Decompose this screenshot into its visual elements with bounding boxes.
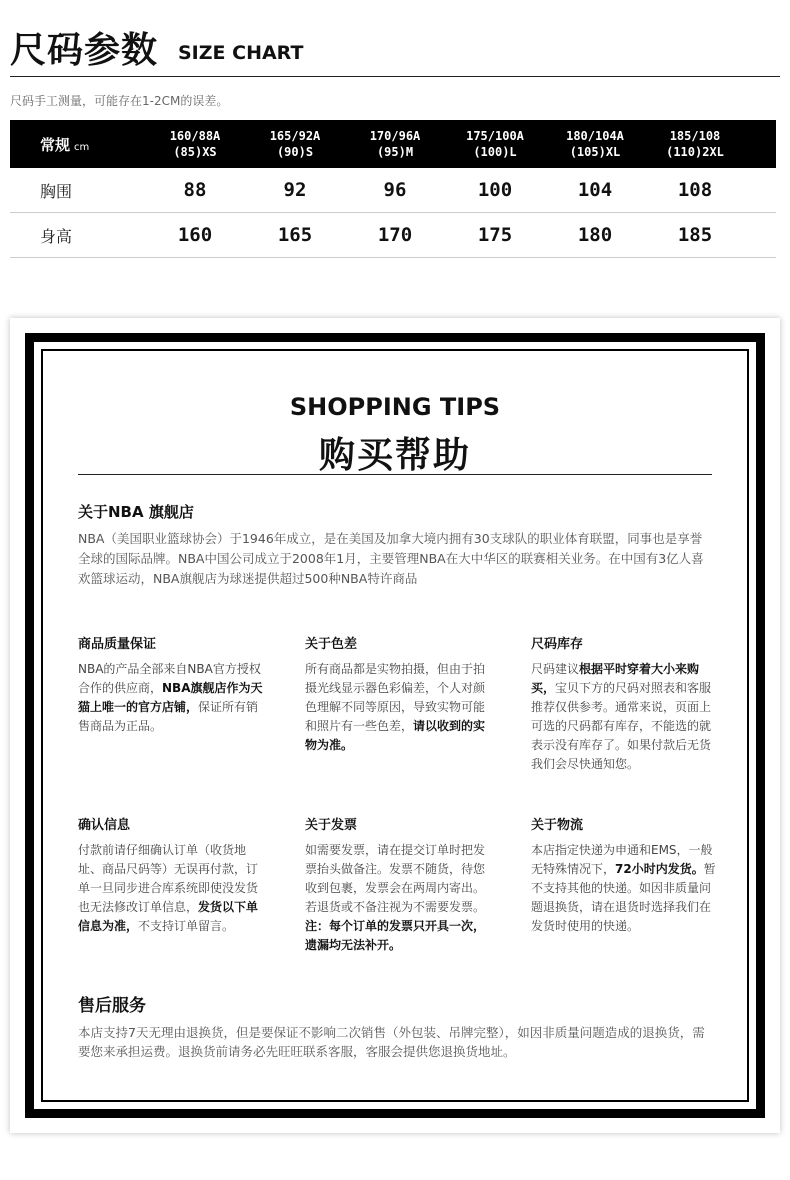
table-cell: 88 [183, 179, 207, 201]
stock-text-c: 宝贝下方的尺码对照表和客服推荐仅供参考。通常来说，页面上可选的尺码都有库存，不能选的就表示没有库存了。如果付款后无货我们会尽快通知您。 [531, 681, 712, 771]
quality-title: 商品质量保证 [78, 637, 157, 652]
size-letter: (110)2XL [666, 145, 724, 159]
color-text-bold: 请以收到的实物为准。 [305, 719, 486, 752]
size-column-header [445, 128, 545, 160]
logistics-title: 关于物流 [531, 818, 584, 833]
table-row [10, 168, 776, 213]
logistics-text [531, 841, 721, 936]
stock-text-bold: 根据平时穿着大小来购买， [531, 662, 700, 695]
size-table-header [10, 120, 776, 168]
size-code: 175/100A [466, 129, 524, 143]
size-chart-header [10, 22, 780, 77]
color-section [305, 633, 495, 755]
invoice-text [305, 841, 495, 955]
table-cell: 180 [577, 224, 613, 246]
size-letter: (100)L [473, 145, 517, 159]
quality-text-a: NBA的产品全部来自NBA官方授权合作的供应商， [78, 662, 261, 695]
table-cell: 175 [477, 224, 513, 246]
size-column-header [645, 128, 745, 160]
invoice-section [305, 814, 495, 955]
quality-section [78, 633, 268, 736]
logistics-text-bold: 72小时内发货。 [615, 862, 704, 876]
table-cell: 96 [383, 179, 407, 201]
confirm-section [78, 814, 268, 936]
size-chart-title: 尺码参数 [10, 30, 159, 71]
about-store-text: NBA（美国职业篮球协会）于1946年成立，是在美国及加拿大境内拥有30支球队的职业体育联盟，同事也是享誉全球的国际品牌。NBA中国公司成立于2008年1月，主要管理NBA在大中华区的联赛相关业务。在中国有3亿人喜欢篮球运动，NBA旗舰店为球迷提供超过500种NBA特许商品 [78, 531, 704, 586]
after-sales-title: 售后服务 [78, 996, 146, 1016]
color-title: 关于色差 [305, 637, 358, 652]
tips-divider [78, 474, 712, 475]
confirm-title: 确认信息 [78, 818, 131, 833]
invoice-text-a: 如需要发票，请在提交订单时把发票抬头做备注。发票不随货，待您收到包裹，发票会在两周内寄出。若退货或不备注视为不需要发票。 [305, 843, 486, 914]
logistics-section [531, 814, 721, 936]
stock-text [531, 660, 721, 774]
size-table [10, 120, 776, 258]
size-chart-note: 尺码手工测量，可能存在1-2CM的误差。 [10, 94, 229, 108]
header-label-text: 常规 [40, 135, 71, 154]
invoice-text-bold: 注：每个订单的发票只开具一次，遗漏均无法补开。 [305, 919, 486, 952]
size-code: 185/108 [669, 129, 721, 143]
stock-title: 尺码库存 [531, 637, 584, 652]
table-cell: 92 [283, 179, 307, 201]
size-column-header [545, 128, 645, 160]
size-code: 165/92A [269, 129, 321, 143]
about-store-title: 关于NBA 旗舰店 [78, 503, 194, 521]
row-label: 身高 [40, 226, 73, 246]
shopping-tips-card [10, 318, 780, 1133]
size-code: 180/104A [566, 129, 624, 143]
color-text [305, 660, 495, 755]
size-column-header [245, 128, 345, 160]
table-cell: 165 [277, 224, 313, 246]
table-cell: 170 [377, 224, 413, 246]
header-unit: cm [74, 141, 90, 153]
table-row [10, 213, 776, 258]
logistics-text-c: 暂不支持其他的快递。如因非质量问题退换货，请在退货时选择我们在发货时使用的快递。 [531, 862, 716, 933]
confirm-text-a: 付款前请仔细确认订单（收货地址、商品尺码等）无误再付款，订单一旦同步进合库系统即使没发货也无法修改订单信息， [78, 843, 259, 914]
table-cell: 108 [677, 179, 713, 201]
after-sales-text: 本店支持7天无理由退换货，但是要保证不影响二次销售（外包装、吊牌完整），如因非质量问题造成的退换货，需要您来承担运费。退换货前请务必先旺旺联系客服，客服会提供您退换货地址。 [78, 1025, 705, 1059]
confirm-text-c: 不支持订单留言。 [138, 919, 235, 933]
tips-title-en: SHOPPING TIPS [289, 393, 501, 421]
tips-title-cn: 购买帮助 [318, 435, 471, 476]
logistics-text-a: 本店指定快递为申通和EMS，一般无特殊情况下， [531, 843, 713, 876]
size-code: 170/96A [369, 129, 421, 143]
invoice-title: 关于发票 [305, 818, 358, 833]
color-text-a: 所有商品都是实物拍摄，但由于拍摄光线显示器色彩偏差，个人对颜色理解不同等原因，导致实物可能和照片有一些色差， [305, 662, 486, 733]
tips-inner-frame [41, 349, 749, 1102]
table-cell: 160 [177, 224, 213, 246]
size-letter: (85)XS [173, 145, 217, 159]
size-table-header-label [10, 134, 145, 155]
confirm-text-bold: 发货以下单信息为准， [78, 900, 259, 933]
stock-section [531, 633, 721, 774]
size-column-header [145, 128, 245, 160]
stock-text-a: 尺码建议 [531, 662, 580, 676]
size-chart-subtitle: SIZE CHART [178, 42, 304, 64]
table-cell: 104 [577, 179, 613, 201]
confirm-text [78, 841, 268, 936]
quality-text-bold: NBA旗舰店作为天猫上唯一的官方店铺， [78, 681, 263, 714]
size-column-header [345, 128, 445, 160]
row-label: 胸围 [40, 181, 73, 201]
quality-text-c: 保证所有销售商品为正品。 [78, 700, 259, 733]
table-cell: 100 [477, 179, 513, 201]
quality-text [78, 660, 268, 736]
tips-outer-frame [25, 333, 765, 1118]
size-letter: (90)S [276, 145, 314, 159]
size-letter: (105)XL [569, 145, 621, 159]
size-code: 160/88A [169, 129, 221, 143]
size-letter: (95)M [376, 145, 414, 159]
table-cell: 185 [677, 224, 713, 246]
